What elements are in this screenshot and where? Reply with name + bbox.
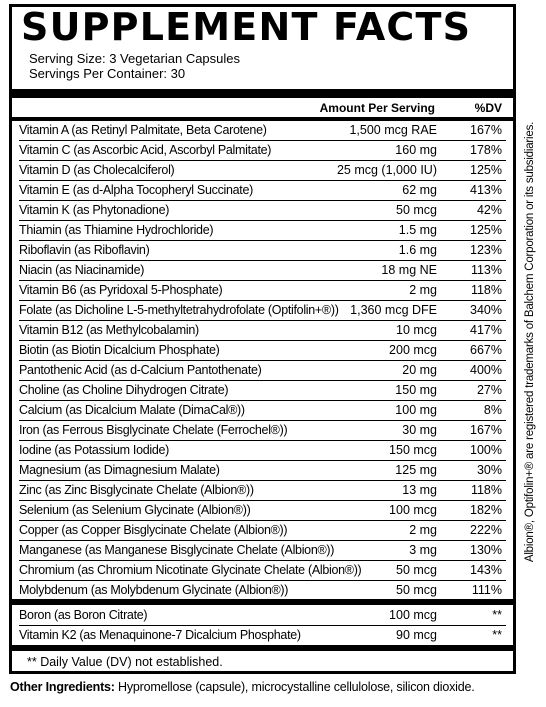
nutrient-amount: 50 mcg	[396, 563, 437, 577]
nutrient-dv: 167%	[470, 123, 502, 137]
nutrient-amount: 13 mg	[402, 483, 437, 497]
nutrient-amount: 1.6 mg	[398, 243, 437, 257]
nutrient-name: Vitamin K2 (as Menaquinone-7 Dicalcium Phosphate)	[19, 628, 301, 642]
nutrient-dv: 42%	[476, 203, 502, 217]
nutrient-dv: 125%	[470, 223, 502, 237]
nutrient-dv: 118%	[470, 483, 502, 497]
nutrient-amount: 160 mg	[395, 143, 437, 157]
nutrient-row	[19, 120, 506, 141]
nutrient-amount: 1.5 mg	[398, 223, 437, 237]
dv-footnote: ** Daily Value (DV) not established.	[27, 655, 223, 669]
nutrient-row	[19, 200, 506, 221]
nutrient-amount: 1,500 mcg RAE	[349, 123, 437, 137]
nutrient-amount: 25 mcg (1,000 IU)	[336, 163, 437, 177]
amount-header: Amount Per Serving	[319, 101, 435, 115]
dv-header: %DV	[474, 101, 502, 115]
nutrient-row	[19, 300, 506, 321]
nutrient-row	[19, 480, 506, 501]
nutrient-amount: 30 mg	[402, 423, 437, 437]
nutrient-dv: 8%	[483, 403, 502, 417]
nutrient-row	[19, 160, 506, 181]
nutrient-row	[19, 340, 506, 361]
nutrient-dv: 123%	[470, 243, 502, 257]
nutrient-amount: 200 mcg	[389, 343, 437, 357]
nutrient-amount: 18 mg NE	[381, 263, 437, 277]
nutrient-name: Vitamin C (as Ascorbic Acid, Ascorbyl Palmitate)	[19, 143, 272, 157]
nutrient-dv: 413%	[470, 183, 502, 197]
nutrient-amount: 50 mcg	[396, 203, 437, 217]
nutrient-amount: 100 mg	[395, 403, 437, 417]
trademark-note: Albion®, Optifolin+® are registered trademarks of Balchem Corporation or its subsidiaries.	[524, 121, 536, 563]
nutrient-row	[19, 180, 506, 201]
serving-size: Serving Size: 3 Vegetarian Capsules	[29, 51, 241, 66]
nutrient-dv: **	[492, 628, 502, 642]
nutrient-row	[19, 560, 506, 581]
nutrient-name: Choline (as Choline Dihydrogen Citrate)	[19, 383, 229, 397]
nutrient-row	[19, 280, 506, 301]
supplement-facts-panel	[9, 4, 516, 674]
nutrient-amount: 2 mg	[409, 283, 437, 297]
nutrient-amount: 2 mg	[409, 523, 437, 537]
nutrient-name: Vitamin B12 (as Methylcobalamin)	[19, 323, 199, 337]
nutrient-amount: 100 mcg	[389, 608, 437, 622]
nutrient-row	[19, 400, 506, 421]
nutrient-name: Pantothenic Acid (as d-Calcium Pantothenate)	[19, 363, 262, 377]
nutrient-name: Vitamin E (as d-Alpha Tocopheryl Succinate)	[19, 183, 253, 197]
nutrient-row	[19, 380, 506, 401]
nutrient-row	[19, 320, 506, 341]
nutrient-name: Magnesium (as Dimagnesium Malate)	[19, 463, 220, 477]
nutrient-dv: 143%	[470, 563, 502, 577]
nutrient-dv: 111%	[471, 583, 502, 597]
nutrient-row	[19, 360, 506, 381]
nutrient-dv: 100%	[470, 443, 502, 457]
nutrient-name: Folate (as Dicholine L-5-methyltetrahydrofolate (Optifolin+®))	[19, 303, 339, 317]
other-ingredients-label: Other Ingredients:	[10, 680, 115, 694]
nutrient-name: Selenium (as Selenium Glycinate (Albion®))	[19, 503, 251, 517]
nutrient-dv: 340%	[470, 303, 502, 317]
nutrient-dv: 182%	[470, 503, 502, 517]
servings-per-container: Servings Per Container: 30	[29, 66, 186, 81]
nutrient-dv: 118%	[470, 283, 502, 297]
nutrient-name: Manganese (as Manganese Bisglycinate Chelate (Albion®))	[19, 543, 335, 557]
nutrient-amount: 10 mcg	[396, 323, 437, 337]
nutrient-name: Calcium (as Dicalcium Malate (DimaCal®))	[19, 403, 245, 417]
nutrient-row	[19, 580, 506, 601]
nutrient-dv: 125%	[470, 163, 502, 177]
nutrient-amount: 20 mg	[402, 363, 437, 377]
nutrient-row	[19, 540, 506, 561]
nutrient-dv: 27%	[476, 383, 502, 397]
nutrient-row	[19, 440, 506, 461]
nutrient-name: Vitamin D (as Cholecalciferol)	[19, 163, 175, 177]
nutrient-row	[19, 625, 506, 646]
other-ingredients	[10, 678, 475, 696]
nutrient-dv: 130%	[470, 543, 502, 557]
nutrient-name: Riboflavin (as Riboflavin)	[19, 243, 150, 257]
nutrient-name: Zinc (as Zinc Bisglycinate Chelate (Albion®))	[19, 483, 254, 497]
nutrient-name: Vitamin B6 (as Pyridoxal 5-Phosphate)	[19, 283, 223, 297]
nutrient-amount: 150 mcg	[389, 443, 437, 457]
nutrient-amount: 90 mcg	[396, 628, 437, 642]
panel-title: SUPPLEMENT FACTS	[21, 5, 472, 49]
nutrient-amount: 150 mg	[395, 383, 437, 397]
nutrient-amount: 100 mcg	[389, 503, 437, 517]
nutrient-row	[19, 220, 506, 241]
nutrient-amount: 125 mg	[395, 463, 437, 477]
nutrient-amount: 62 mg	[402, 183, 437, 197]
nutrient-dv: 178%	[470, 143, 502, 157]
nutrient-dv: 167%	[470, 423, 502, 437]
nutrient-dv: 400%	[470, 363, 502, 377]
nutrient-name: Vitamin A (as Retinyl Palmitate, Beta Carotene)	[19, 123, 267, 137]
nutrient-amount: 50 mcg	[396, 583, 437, 597]
nutrient-dv: 222%	[470, 523, 502, 537]
nutrient-row	[19, 460, 506, 481]
nutrient-name: Chromium (as Chromium Nicotinate Glycinate Chelate (Albion®))	[19, 563, 362, 577]
nutrient-name: Iodine (as Potassium Iodide)	[19, 443, 170, 457]
nutrient-name: Molybdenum (as Molybdenum Glycinate (Albion®))	[19, 583, 289, 597]
nutrient-row	[19, 605, 506, 626]
nutrient-name: Vitamin K (as Phytonadione)	[19, 203, 170, 217]
nutrient-row	[19, 260, 506, 281]
nutrient-dv: 30%	[476, 463, 502, 477]
thick-divider	[12, 89, 513, 98]
nutrient-name: Copper (as Copper Bisglycinate Chelate (Albion®))	[19, 523, 288, 537]
nutrient-row	[19, 500, 506, 521]
footnote-divider	[12, 645, 513, 651]
nutrient-amount: 3 mg	[409, 543, 437, 557]
nutrient-name: Thiamin (as Thiamine Hydrochloride)	[19, 223, 214, 237]
nutrient-name: Iron (as Ferrous Bisglycinate Chelate (Ferrochel®))	[19, 423, 288, 437]
nutrient-dv: **	[492, 608, 502, 622]
nutrient-dv: 667%	[470, 343, 502, 357]
nutrient-name: Niacin (as Niacinamide)	[19, 263, 145, 277]
nutrient-name: Biotin (as Biotin Dicalcium Phosphate)	[19, 343, 220, 357]
nutrient-row	[19, 140, 506, 161]
other-ingredients-text: Hypromellose (capsule), microcystalline cellulolose, silicon dioxide.	[118, 680, 475, 694]
nutrient-dv: 113%	[470, 263, 502, 277]
nutrient-row	[19, 420, 506, 441]
nutrient-name: Boron (as Boron Citrate)	[19, 608, 148, 622]
nutrient-row	[19, 520, 506, 541]
nutrient-dv: 417%	[470, 323, 502, 337]
nutrient-amount: 1,360 mcg DFE	[350, 303, 437, 317]
nutrient-row	[19, 240, 506, 261]
